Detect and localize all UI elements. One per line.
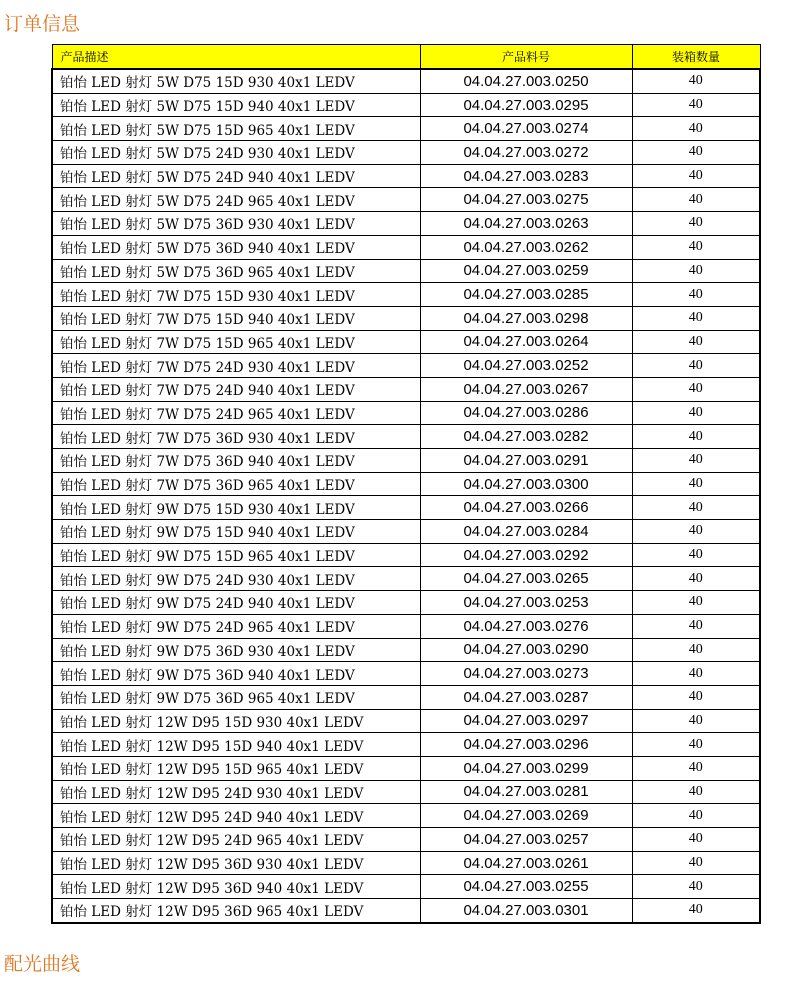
- carton-quantity-cell: 40: [632, 638, 760, 662]
- product-description-cell: 铂怡 LED 射灯 7W D75 36D 930 40x1 LEDV: [52, 425, 420, 449]
- carton-quantity-cell: 40: [632, 875, 760, 899]
- product-code-cell: 04.04.27.003.0252: [420, 354, 632, 378]
- table-row: [52, 851, 760, 875]
- carton-quantity-cell: 40: [632, 520, 760, 544]
- table-row: [52, 496, 760, 520]
- table-row: [52, 591, 760, 615]
- table-row: [52, 638, 760, 662]
- product-description-cell: 铂怡 LED 射灯 12W D95 15D 965 40x1 LEDV: [52, 756, 420, 780]
- product-code-cell: 04.04.27.003.0285: [420, 283, 632, 307]
- table-row: [52, 283, 760, 307]
- product-code-cell: 04.04.27.003.0292: [420, 543, 632, 567]
- table-row: [52, 377, 760, 401]
- product-description-cell: 铂怡 LED 射灯 5W D75 15D 965 40x1 LEDV: [52, 117, 420, 141]
- table-row: [52, 188, 760, 212]
- carton-quantity-cell: 40: [632, 235, 760, 259]
- carton-quantity-cell: 40: [632, 377, 760, 401]
- product-description-cell: 铂怡 LED 射灯 5W D75 24D 965 40x1 LEDV: [52, 188, 420, 212]
- product-code-cell: 04.04.27.003.0300: [420, 472, 632, 496]
- product-code-cell: 04.04.27.003.0255: [420, 875, 632, 899]
- product-code-cell: 04.04.27.003.0301: [420, 899, 632, 923]
- product-code-cell: 04.04.27.003.0298: [420, 306, 632, 330]
- product-description-cell: 铂怡 LED 射灯 5W D75 15D 930 40x1 LEDV: [52, 69, 420, 93]
- light-distribution-curve-title: 配光曲线: [4, 953, 81, 975]
- table-row: [52, 780, 760, 804]
- table-row: [52, 662, 760, 686]
- product-code-cell: 04.04.27.003.0266: [420, 496, 632, 520]
- carton-quantity-cell: 40: [632, 567, 760, 591]
- table-row: [52, 164, 760, 188]
- product-description-cell: 铂怡 LED 射灯 7W D75 24D 940 40x1 LEDV: [52, 377, 420, 401]
- table-row: [52, 804, 760, 828]
- table-row: [52, 212, 760, 236]
- table-row: [52, 614, 760, 638]
- carton-quantity-cell: 40: [632, 804, 760, 828]
- product-code-cell: 04.04.27.003.0282: [420, 425, 632, 449]
- table-row: [52, 543, 760, 567]
- product-description-cell: 铂怡 LED 射灯 5W D75 15D 940 40x1 LEDV: [52, 93, 420, 117]
- header-carton-quantity: 装箱数量: [632, 45, 760, 70]
- product-description-cell: 铂怡 LED 射灯 9W D75 36D 930 40x1 LEDV: [52, 638, 420, 662]
- product-code-cell: 04.04.27.003.0250: [420, 69, 632, 93]
- product-description-cell: 铂怡 LED 射灯 9W D75 24D 965 40x1 LEDV: [52, 614, 420, 638]
- carton-quantity-cell: 40: [632, 117, 760, 141]
- table-row: [52, 425, 760, 449]
- product-description-cell: 铂怡 LED 射灯 7W D75 36D 940 40x1 LEDV: [52, 449, 420, 473]
- product-code-cell: 04.04.27.003.0261: [420, 851, 632, 875]
- table-row: [52, 472, 760, 496]
- table-row: [52, 828, 760, 852]
- carton-quantity-cell: 40: [632, 685, 760, 709]
- product-code-cell: 04.04.27.003.0297: [420, 709, 632, 733]
- table-row: [52, 235, 760, 259]
- product-description-cell: 铂怡 LED 射灯 9W D75 15D 940 40x1 LEDV: [52, 520, 420, 544]
- carton-quantity-cell: 40: [632, 259, 760, 283]
- product-code-cell: 04.04.27.003.0265: [420, 567, 632, 591]
- table-row: [52, 875, 760, 899]
- carton-quantity-cell: 40: [632, 543, 760, 567]
- carton-quantity-cell: 40: [632, 709, 760, 733]
- product-description-cell: 铂怡 LED 射灯 5W D75 36D 965 40x1 LEDV: [52, 259, 420, 283]
- table-header-row: [52, 45, 760, 70]
- carton-quantity-cell: 40: [632, 591, 760, 615]
- table-row: [52, 141, 760, 165]
- carton-quantity-cell: 40: [632, 614, 760, 638]
- product-code-cell: 04.04.27.003.0281: [420, 780, 632, 804]
- product-code-cell: 04.04.27.003.0264: [420, 330, 632, 354]
- table-row: [52, 330, 760, 354]
- product-code-cell: 04.04.27.003.0259: [420, 259, 632, 283]
- product-description-cell: 铂怡 LED 射灯 5W D75 36D 930 40x1 LEDV: [52, 212, 420, 236]
- table-row: [52, 449, 760, 473]
- product-code-cell: 04.04.27.003.0283: [420, 164, 632, 188]
- product-code-cell: 04.04.27.003.0263: [420, 212, 632, 236]
- product-description-cell: 铂怡 LED 射灯 7W D75 36D 965 40x1 LEDV: [52, 472, 420, 496]
- product-code-cell: 04.04.27.003.0290: [420, 638, 632, 662]
- product-code-cell: 04.04.27.003.0274: [420, 117, 632, 141]
- table-row: [52, 401, 760, 425]
- product-code-cell: 04.04.27.003.0276: [420, 614, 632, 638]
- product-description-cell: 铂怡 LED 射灯 7W D75 15D 940 40x1 LEDV: [52, 306, 420, 330]
- table-row: [52, 567, 760, 591]
- carton-quantity-cell: 40: [632, 401, 760, 425]
- carton-quantity-cell: 40: [632, 188, 760, 212]
- product-code-cell: 04.04.27.003.0275: [420, 188, 632, 212]
- product-description-cell: 铂怡 LED 射灯 12W D95 36D 940 40x1 LEDV: [52, 875, 420, 899]
- order-info-title: 订单信息: [4, 13, 81, 35]
- product-description-cell: 铂怡 LED 射灯 9W D75 24D 940 40x1 LEDV: [52, 591, 420, 615]
- table-row: [52, 756, 760, 780]
- table-row: [52, 733, 760, 757]
- product-description-cell: 铂怡 LED 射灯 5W D75 24D 940 40x1 LEDV: [52, 164, 420, 188]
- product-code-cell: 04.04.27.003.0269: [420, 804, 632, 828]
- product-code-cell: 04.04.27.003.0296: [420, 733, 632, 757]
- product-description-cell: 铂怡 LED 射灯 5W D75 24D 930 40x1 LEDV: [52, 141, 420, 165]
- product-description-cell: 铂怡 LED 射灯 9W D75 15D 965 40x1 LEDV: [52, 543, 420, 567]
- table-row: [52, 306, 760, 330]
- product-description-cell: 铂怡 LED 射灯 12W D95 36D 930 40x1 LEDV: [52, 851, 420, 875]
- carton-quantity-cell: 40: [632, 851, 760, 875]
- product-description-cell: 铂怡 LED 射灯 12W D95 24D 930 40x1 LEDV: [52, 780, 420, 804]
- table-row: [52, 69, 760, 93]
- product-code-cell: 04.04.27.003.0253: [420, 591, 632, 615]
- carton-quantity-cell: 40: [632, 164, 760, 188]
- carton-quantity-cell: 40: [632, 828, 760, 852]
- product-description-cell: 铂怡 LED 射灯 9W D75 36D 940 40x1 LEDV: [52, 662, 420, 686]
- product-code-cell: 04.04.27.003.0267: [420, 377, 632, 401]
- product-description-cell: 铂怡 LED 射灯 7W D75 24D 930 40x1 LEDV: [52, 354, 420, 378]
- product-description-cell: 铂怡 LED 射灯 9W D75 36D 965 40x1 LEDV: [52, 685, 420, 709]
- product-code-cell: 04.04.27.003.0287: [420, 685, 632, 709]
- carton-quantity-cell: 40: [632, 93, 760, 117]
- carton-quantity-cell: 40: [632, 662, 760, 686]
- carton-quantity-cell: 40: [632, 330, 760, 354]
- product-description-cell: 铂怡 LED 射灯 12W D95 24D 940 40x1 LEDV: [52, 804, 420, 828]
- product-code-cell: 04.04.27.003.0291: [420, 449, 632, 473]
- table-body: [52, 69, 760, 923]
- product-code-cell: 04.04.27.003.0272: [420, 141, 632, 165]
- product-description-cell: 铂怡 LED 射灯 7W D75 15D 965 40x1 LEDV: [52, 330, 420, 354]
- carton-quantity-cell: 40: [632, 899, 760, 923]
- table-row: [52, 520, 760, 544]
- carton-quantity-cell: 40: [632, 780, 760, 804]
- order-table: [51, 44, 761, 924]
- product-description-cell: 铂怡 LED 射灯 7W D75 24D 965 40x1 LEDV: [52, 401, 420, 425]
- product-code-cell: 04.04.27.003.0286: [420, 401, 632, 425]
- table-row: [52, 259, 760, 283]
- carton-quantity-cell: 40: [632, 69, 760, 93]
- carton-quantity-cell: 40: [632, 283, 760, 307]
- product-code-cell: 04.04.27.003.0257: [420, 828, 632, 852]
- product-description-cell: 铂怡 LED 射灯 5W D75 36D 940 40x1 LEDV: [52, 235, 420, 259]
- product-description-cell: 铂怡 LED 射灯 12W D95 15D 930 40x1 LEDV: [52, 709, 420, 733]
- carton-quantity-cell: 40: [632, 756, 760, 780]
- product-description-cell: 铂怡 LED 射灯 12W D95 15D 940 40x1 LEDV: [52, 733, 420, 757]
- header-description: 产品描述: [52, 45, 420, 70]
- product-description-cell: 铂怡 LED 射灯 12W D95 24D 965 40x1 LEDV: [52, 828, 420, 852]
- carton-quantity-cell: 40: [632, 354, 760, 378]
- product-description-cell: 铂怡 LED 射灯 12W D95 36D 965 40x1 LEDV: [52, 899, 420, 923]
- product-code-cell: 04.04.27.003.0262: [420, 235, 632, 259]
- product-code-cell: 04.04.27.003.0273: [420, 662, 632, 686]
- product-description-cell: 铂怡 LED 射灯 9W D75 15D 930 40x1 LEDV: [52, 496, 420, 520]
- carton-quantity-cell: 40: [632, 306, 760, 330]
- table-row: [52, 685, 760, 709]
- product-code-cell: 04.04.27.003.0299: [420, 756, 632, 780]
- carton-quantity-cell: 40: [632, 472, 760, 496]
- table-row: [52, 709, 760, 733]
- product-code-cell: 04.04.27.003.0284: [420, 520, 632, 544]
- carton-quantity-cell: 40: [632, 212, 760, 236]
- product-code-cell: 04.04.27.003.0295: [420, 93, 632, 117]
- header-product-code: 产品料号: [420, 45, 632, 70]
- table-row: [52, 117, 760, 141]
- table-row: [52, 899, 760, 923]
- carton-quantity-cell: 40: [632, 425, 760, 449]
- carton-quantity-cell: 40: [632, 141, 760, 165]
- table-row: [52, 93, 760, 117]
- product-description-cell: 铂怡 LED 射灯 7W D75 15D 930 40x1 LEDV: [52, 283, 420, 307]
- carton-quantity-cell: 40: [632, 496, 760, 520]
- table-row: [52, 354, 760, 378]
- carton-quantity-cell: 40: [632, 449, 760, 473]
- carton-quantity-cell: 40: [632, 733, 760, 757]
- product-description-cell: 铂怡 LED 射灯 9W D75 24D 930 40x1 LEDV: [52, 567, 420, 591]
